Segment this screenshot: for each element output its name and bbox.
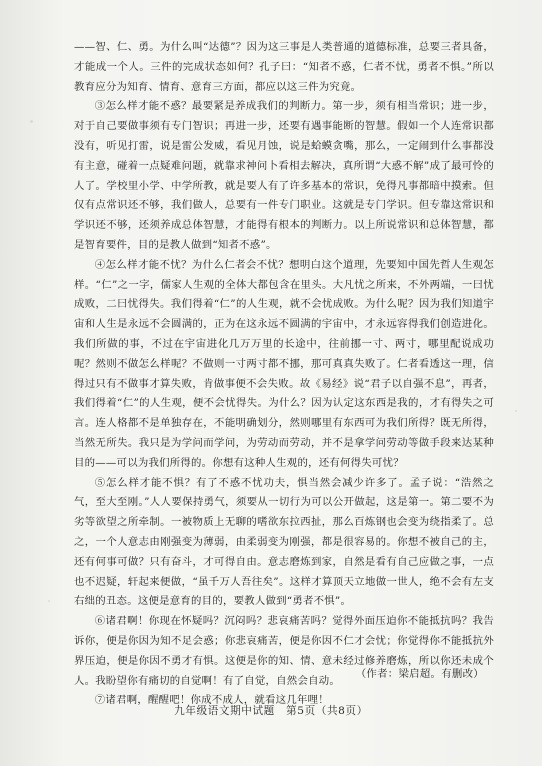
paper-speck xyxy=(48,600,50,602)
paragraph-5: ⑤怎么样才能不惧？有了不惑不忧功夫，惧当然会减少许多了。孟子说：“浩然之气，至大至刚。”人人要保持勇气，须要从一切行为可以公开做起，这是第一。第二要不为劣等欲望之所牵制。一被物质上无聊的嗜欲东拉西扯，那么百炼钢也会变为绕指柔了。总之，一个人意志由刚强变为薄弱，由柔弱变为刚强，都是很容易的。你想不被自己的主，还有何事可做？只有奋斗，才可得自由。意志磨炼到家，自然是看有自己应做之事，一点也不迟疑，轩起来便做，“虽千万人吾往矣”。这样才算顶天立地做一世人，绝不会有左支右绌的丑态。这便是意育的目的，要教人做到“勇者不惧”。 xyxy=(74,476,494,608)
paper-speck xyxy=(515,410,517,412)
paper-speck xyxy=(30,120,33,123)
paragraph-7: ⑦诸君啊，醒醒吧！你成不成人，就看这几年哩！ xyxy=(94,694,329,707)
paragraph-6: ⑥诸君啊！你现在怀疑吗？沉闷吗？悲哀痛苦吗？觉得外面压迫你不能抵抗吗？我告诉你，便是你因为知不足会惑；你悲哀痛苦，便是你因不仁才会忧；你觉得你不能抵抗外界压迫，便是你因不勇才有惧。这便是你的知、情、意未经过修养磨炼，所以你还未成个人。我盼望你有痛切的自觉啊！有了自觉，自然会自动。 xyxy=(74,615,494,687)
paragraph-3: ③怎么样才能不惑？最要紧是养成我们的判断力。第一步，须有相当常识；进一步，对于自己要做事须有专门智识；再进一步，还要有遇事能断的智慧。假如一个人连常识都没有，听见打雷，说是雷公发威，看见月蚀，说是蛤蟆贪嘴，那么，一定闹到什么事都没有主意，碰着一点疑难问题，就靠求神问卜看相去解决，真所谓“大惑不解”成了最可怜的人了。学校里小学、中学所教，就是要人有了许多基本的常识，免得凡事都暗中摸索。但仅有点常识还不够，我们做人，总要有一件专门职业。这就是专门学识。但专靠这常识和学识还不够，还须养成总体智慧，才能得有根本的判断力。以上所说常识和总体智慧，都是智育要件，目的是教人做到“知者不惑”。 xyxy=(74,100,494,251)
paragraph-continuation: ——智、仁、勇。为什么叫“达德”？因为这三事是人类普通的道德标准，总要三者具备，才能成一个人。三件的完成状态如何？孔子曰：“知者不惑，仁者不忧，勇者不惧。”所以教育应分为知育、情育、意育三方面，都应以这三件为究竟。 xyxy=(74,41,494,93)
author-note: （作者：梁启超。有删改） xyxy=(355,668,484,680)
paragraph-4: ④怎么样才能不忧？为什么仁者会不忧？想明白这个道理，先要知中国先哲人生观怎样。“仁”之一字，儒家人生观的全体大都包含在里头。大凡忧之所来，不外两端，一曰忧成败，二曰忧得失。我们得着“仁”的人生观，就不会忧成败。为什么呢？因为我们知道宇宙和人生是永远不会圆满的，正为在这永远不圆满的宇宙中，才永远容得我们创造进化。我们所做的事，不过在宇宙进化几万万里的长途中，往前挪一寸、两寸，哪里配说成功呢？然则不做怎么样呢？不做则一寸两寸都不挪，那可真真失败了。仁者看透这一理，信得过只有不做事才算失败，肯做事便不会失败。故《易经》说“君子以自强不息”，再者，我们得着“仁”的人生观，便不会忧得失。为什么？因为认定这东西是我的，才有得失之可言。连人格都不是单独存在，不能明确划分，然则哪里有东西可为我们所得？既无所得，当然无所失。我只是为学问而学问，为劳动而劳动，并不是拿学问劳动等做手段来达某种目的——可以为我们所得的。你想有这种人生观的，还有何得失可忧？ xyxy=(74,258,494,469)
page-footer: 九年级语文期中试题 第5页（共8页） xyxy=(174,705,368,717)
article-body xyxy=(74,38,494,711)
